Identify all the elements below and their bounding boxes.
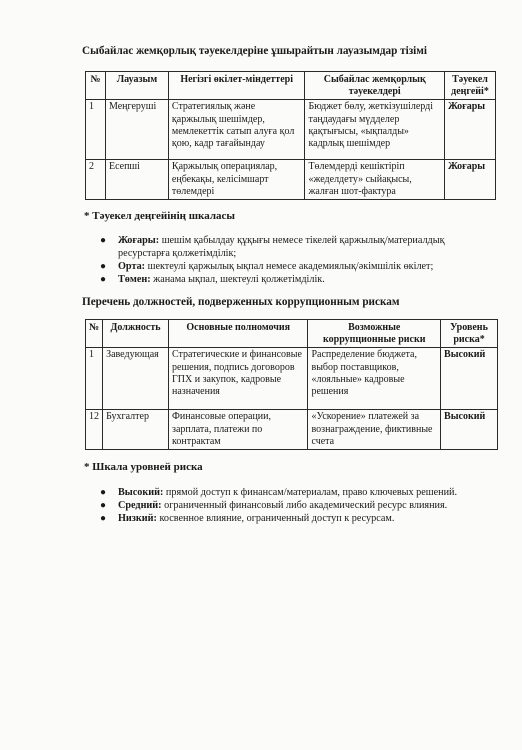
bullet-icon: ● (100, 235, 107, 246)
row-position: Бухгалтер (103, 410, 169, 450)
kz-scale-list (98, 234, 445, 286)
table-row (86, 160, 496, 200)
kz-header-num: № (86, 72, 106, 100)
row-number: 1 (86, 348, 103, 410)
table-row (86, 410, 498, 450)
kz-table-header (86, 72, 496, 100)
kz-risk-table (85, 71, 496, 200)
bullet-icon: ● (100, 500, 107, 511)
row-duties: Қаржылық операциялар, еңбекақы, келісімшарт төлемдері (168, 160, 305, 200)
scale-text: прямой доступ к финансам/материалам, право ключевых решений. (163, 487, 458, 498)
row-risks: «Ускорение» платежей за вознаграждение, фиктивные счета (308, 410, 441, 450)
bullet-icon: ● (100, 487, 107, 498)
list-item (98, 273, 445, 286)
list-item (98, 499, 457, 512)
row-duties: Финансовые операции, зарплата, платежи по контрактам (169, 410, 308, 450)
table-row (86, 348, 498, 410)
list-item (98, 234, 445, 260)
bullet-icon: ● (100, 274, 107, 285)
row-risk-level: Жоғары (445, 160, 496, 200)
row-risks: Распределение бюджета, выбор поставщиков, «лояльные» кадровые решения (308, 348, 441, 410)
ru-risk-table (85, 319, 498, 450)
row-risks: Бюджет бөлу, жеткізушілерді таңдаудағы мүдделер қақтығысы, «ықпалды» кадрлық шешімдер (305, 100, 445, 160)
ru-header-position: Должность (103, 320, 169, 348)
ru-header-level: Уровень риска* (441, 320, 498, 348)
row-position: Меңгеруші (105, 100, 168, 160)
row-risk-level: Высокий (441, 410, 498, 450)
list-item (98, 486, 457, 499)
row-duties: Стратегиялық және қаржылық шешімдер, мемлекеттік сатып алуға қол қою, кадр тағайындау (168, 100, 305, 160)
scale-term: Низкий: (118, 513, 157, 524)
bullet-icon: ● (100, 261, 107, 272)
list-item (98, 260, 445, 273)
scale-term: Орта: (118, 261, 146, 272)
kz-document-title: Сыбайлас жемқорлық тәуекелдеріне ұшырайтын лауазымдар тізімі (82, 45, 428, 57)
scale-term: Төмен: (118, 274, 151, 285)
scale-text: жанама ықпал, шектеулі қолжетімділік. (150, 274, 325, 285)
kz-header-duties: Негізгі өкілет-міндеттері (168, 72, 305, 100)
ru-table-header (86, 320, 498, 348)
scale-term: Средний: (118, 500, 162, 511)
scale-text: шешім қабылдау құқығы немесе тікелей қаржылық/материалдық (159, 235, 445, 246)
kz-header-position: Лауазым (105, 72, 168, 100)
scale-text: ограниченный финансовый либо академический ресурс влияния. (161, 500, 448, 511)
scale-text: косвенное влияние, ограниченный доступ к ресурсам. (156, 513, 395, 524)
ru-scale-list (98, 486, 457, 525)
kz-header-level: Тәуекел деңгейі* (445, 72, 496, 100)
scale-term: Жоғары: (118, 235, 160, 246)
scale-text: шектеулі қаржылық ықпал немесе академиялық/әкімшілік өкілет; (145, 261, 434, 272)
ru-scale-title: * Шкала уровней риска (84, 461, 203, 473)
ru-header-risks: Возможные коррупционные риски (308, 320, 441, 348)
row-risk-level: Жоғары (445, 100, 496, 160)
row-number: 1 (86, 100, 106, 160)
row-risks: Төлемдерді кешіктіріп «жеделдету» сыйақысы, жалған шот-фактура (305, 160, 445, 200)
bullet-icon: ● (100, 513, 107, 524)
list-item (98, 512, 457, 525)
ru-header-num: № (86, 320, 103, 348)
ru-document-title: Перечень должностей, подверженных коррупционным рискам (82, 296, 400, 308)
table-row (86, 100, 496, 160)
row-position: Есепші (105, 160, 168, 200)
kz-scale-title: * Тәуекел деңгейінің шкаласы (84, 210, 235, 222)
row-position: Заведующая (103, 348, 169, 410)
row-risk-level: Высокий (441, 348, 498, 410)
kz-header-risks: Сыбайлас жемқорлық тәуекелдері (305, 72, 445, 100)
scale-text-cont: ресурстарға қолжетімділік; (118, 248, 237, 259)
row-duties: Стратегические и финансовые решения, подпись договоров ГПХ и закупок, кадровые назначения (169, 348, 308, 410)
scale-term: Высокий: (118, 487, 164, 498)
row-number: 12 (86, 410, 103, 450)
row-number: 2 (86, 160, 106, 200)
ru-header-duties: Основные полномочия (169, 320, 308, 348)
